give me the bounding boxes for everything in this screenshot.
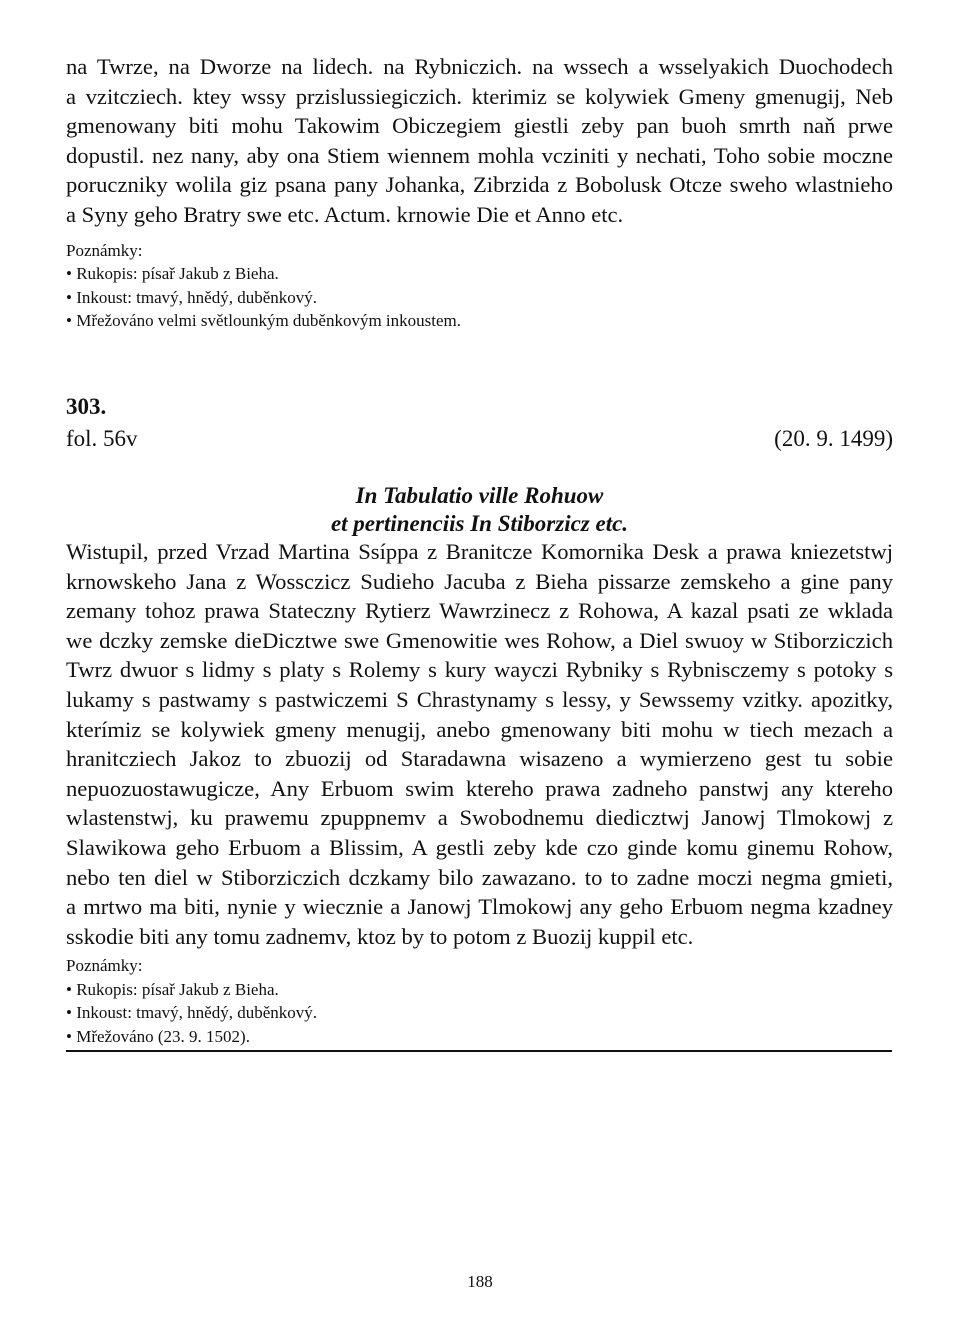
- text-line: we dczky zemske dieDicztwe swe Gmenowitie wes Rohow, a Diel swuoy w Stiborziczich: [66, 627, 893, 653]
- text-line: nepuozuostawugicze, Any Erbuom swim ktereho prawa zadneho panstwj any ktereho: [66, 775, 893, 801]
- text-line: krnowskeho Jana z Wossczicz Sudieho Jacuba z Bieha pissarze zemskeho a gine pany: [66, 568, 893, 594]
- text-line: zemany tohoz prawa Stateczny Rytierz Wawrzinecz z Rohowa, A kazal psati ze wklada: [66, 598, 893, 624]
- entry-notes: [66, 954, 893, 1048]
- text-line: kterímiz se kolywiek gmeny menugij, anebo gmenowany biti mohu w tiech mezach a: [66, 716, 893, 742]
- page-number: 188: [467, 1272, 493, 1291]
- folio-row: [66, 426, 893, 452]
- previous-entry-text: [66, 52, 893, 230]
- entry-title-line: et pertinenciis In Stiborzicz etc.: [330, 511, 629, 536]
- text-line: Slawikowa geho Erbuom a Blissim, A gestli zeby kde czo ginde komu ginemu Rohow,: [66, 834, 893, 860]
- previous-entry-notes: [66, 239, 893, 333]
- notes-heading: Poznámky:: [66, 956, 143, 975]
- text-line: sskodie biti any tomu zadnemv, ktoz by to potom z Buozij kuppil etc.: [66, 923, 694, 949]
- text-line: na Twrze, na Dworze na lidech. na Rybniczich. na wssech a wsselyakich Duochodech: [66, 54, 893, 79]
- text-line: dopustil. nez nany, aby ona Stiem wiennem mohla vcziniti y nechati, Toho sobie moczne: [66, 142, 893, 168]
- entry-date: (20. 9. 1499): [774, 426, 893, 451]
- note-item: • Inkoust: tmavý, hnědý, duběnkový.: [66, 286, 893, 310]
- text-line: Twrz dwuor s lidmy s platy s Rolemy s kury wayczi Rybniky s Rybnisczemy s potoky s: [66, 657, 893, 683]
- previous-entry-continuation: [66, 52, 893, 333]
- entry-number: 303.: [66, 394, 107, 419]
- entry-text: [66, 537, 893, 951]
- text-line: a mrtwo ma biti, nynie y wiecznie a Janowj Tlmokowj any geho Erbuom negma kzadney: [66, 894, 893, 920]
- note-item: • Mřežováno (23. 9. 1502).: [66, 1025, 893, 1049]
- note-item: • Inkoust: tmavý, hnědý, duběnkový.: [66, 1001, 893, 1025]
- note-item: • Rukopis: písař Jakub z Bieha.: [66, 978, 893, 1002]
- entry-title: [66, 482, 893, 538]
- folio-reference: fol. 56v: [66, 426, 138, 451]
- text-line: gmenowany biti mohu Takowim Obiczegiem giestli zeby pan buoh smrth naň prwe: [66, 113, 893, 139]
- text-line: wlastenstwj, ku prawemu zpuppnemv a Swobodnemu diedicztwj Janowj Tlmokowj z: [66, 805, 893, 831]
- entry-body: [66, 537, 893, 951]
- text-line: a vzitcziech. ktey wssy przislussiegiczich. kterimiz se kolywiek Gmeny gmenugij, Neb: [66, 83, 893, 109]
- section-divider: [66, 1050, 892, 1052]
- text-line: lukamy s pastwamy s pastwiczemi S Chrastynamy s lessy, y Sewssemy vzitky. apozitky,: [66, 686, 893, 712]
- text-line: a Syny geho Bratry swe etc. Actum. krnowie Die et Anno etc.: [66, 201, 624, 227]
- text-line: hranitcziech Jakoz to zbuozij od Staradawna wisazeno a wymierzeno gest tu sobie: [66, 746, 893, 772]
- note-item: • Rukopis: písař Jakub z Bieha.: [66, 262, 893, 286]
- text-line: nebo ten diel w Stiborziczich dczkamy bilo zawazano. to to zadne moczi negma gmieti,: [66, 864, 893, 890]
- text-line: poruczniky wolila giz psana pany Johanka, Zibrzida z Bobolusk Otcze sweho wlastnieho: [66, 172, 893, 198]
- entry-title-line: In Tabulatio ville Rohuow: [355, 483, 604, 508]
- notes-heading: Poznámky:: [66, 240, 143, 260]
- note-item: • Mřežováno velmi světlounkým duběnkovým inkoustem.: [66, 309, 893, 333]
- text-line: Wistupil, przed Vrzad Martina Ssíppa z Branitcze Komornika Desk a prawa kniezetstwj: [66, 539, 893, 564]
